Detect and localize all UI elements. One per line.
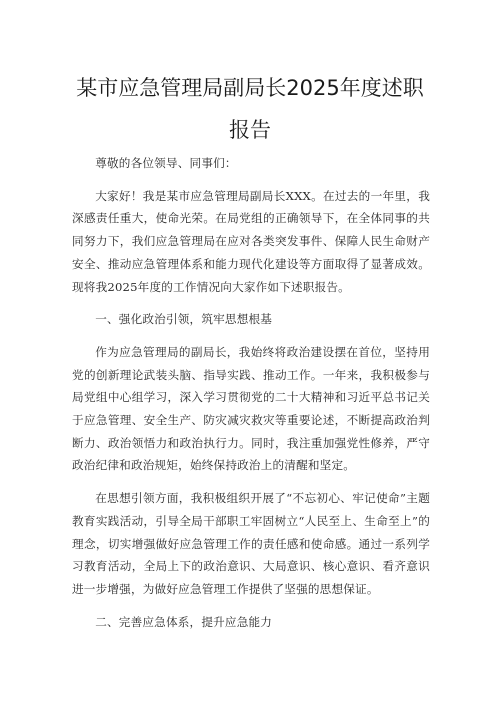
- paragraph-intro: 大家好！我是某市应急管理局副局长XXX。在过去的一年里，我深感责任重大，使命光荣。在局党组的正确领导下，在全体同事的共同努力下，我们应急管理局在应对各类突发事件、保障人民生命财产安全、推动应急管理体系和能力现代化建设等方面取得了显著成效。现将我2025年度的工作情况向大家作如下述职报告。: [72, 188, 430, 294]
- document-title-line1: 某市应急管理局副局长2025年度述职: [76, 76, 424, 100]
- paragraph-ideological-guidance: 在思想引领方面，我积极组织开展了“不忘初心、牢记使命”主题教育实践活动，引导全局干部职工牢固树立“人民至上、生命至上”的理念，切实增强做好应急管理工作的责任感和使命感。通过一系列学习教育活动，全局上下的政治意识、大局意识、核心意识、看齐意识进一步增强，为做好应急管理工作提供了坚强的思想保证。: [72, 491, 430, 596]
- section-heading-2: 二、完善应急体系，提升应急能力: [95, 614, 273, 629]
- salutation: 尊敬的各位领导、同事们：: [95, 156, 237, 170]
- document-title-line2: 报告: [229, 118, 271, 142]
- document-body: [72, 152, 430, 643]
- section-heading-1: 一、强化政治引领，筑牢思想根基: [95, 312, 273, 327]
- paragraph-political-building: 作为应急管理局的副局长，我始终将政治建设摆在首位，坚持用党的创新理论武装头脑、指导实践、推动工作。一年来，我积极参与局党组中心组学习，深入学习贯彻党的二十大精神和习近平总书记关于应急管理、安全生产、防灾减灾救灾等重要论述，不断提高政治判断力、政治领悟力和政治执行力。同时，我注重加强党性修养，严守政治纪律和政治规矩，始终保持政治上的清醒和坚定。: [72, 344, 430, 473]
